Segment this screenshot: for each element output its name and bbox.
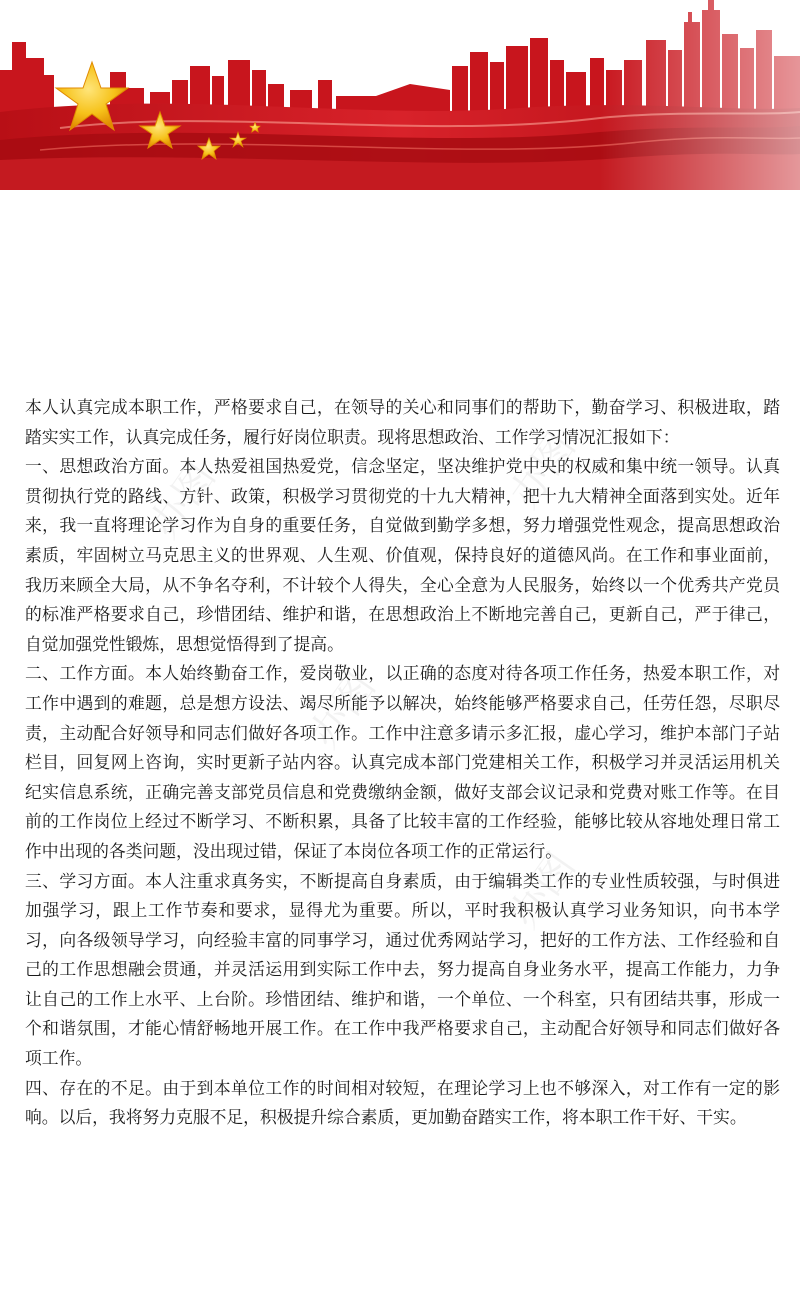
section-work: 二、工作方面。本人始终勤奋工作，爱岗敬业，以正确的态度对待各项工作任务，热爱本职工作，对工作中遇到的难题，总是想方设法、竭尽所能予以解决，始终能够严格要求自己，任劳任怨，尽职尽责，主动配合好领导和同志们做好各项工作。工作中注意多请示多汇报，虚心学习，维护本部门子站栏目，回复网上咨询，实时更新子站内容。认真完成本部门党建相关工作，积极学习并灵活运用机关纪实信息系统，正确完善支部党员信息和党费缴纳金额，做好支部会议记录和党费对账工作等。在目前的工作岗位上经过不断学习、不断积累，具备了比较丰富的工作经验，能够比较从容地处理日常工作中出现的各类问题，没出现过错，保证了本岗位各项工作的正常运行。 (25, 663, 780, 861)
section-study: 三、学习方面。本人注重求真务实，不断提高自身素质，由于编辑类工作的专业性质较强，与时俱进加强学习，跟上工作节奏和要求，显得尤为重要。所以，平时我积极认真学习业务知识，向书本学习，向各级领导学习，向经验丰富的同事学习，通过优秀网站学习，把好的工作方法、工作经验和自己的工作思想融会贯通，并灵活运用到实际工作中去，努力提高自身业务水平，提高工作能力，力争让自己的工作上水平、上台阶。珍惜团结、维护和谐，一个单位、一个科室，只有团结共事，形成一个和谐氛围，才能心情舒畅地开展工作。在工作中我严格要求自己，主动配合好领导和同志们做好各项工作。 (25, 870, 780, 1069)
intro-paragraph: 本人认真完成本职工作，严格要求自己，在领导的关心和同事们的帮助下，勤奋学习、积极进取，踏踏实实工作，认真完成任务，履行好岗位职责。现将思想政治、工作学习情况汇报如下： (25, 397, 780, 447)
watermark: 办图 (501, 844, 585, 937)
watermark: 办图 (501, 424, 585, 517)
section-shortcomings: 四、存在的不足。由于到本单位工作的时间相对较短，在理论学习上也不够深入，对工作有一定的影响。以后，我将努力克服不足，积极提升综合素质，更加勤奋踏实工作，将本职工作干好、干实。 (25, 1077, 780, 1128)
document-body (25, 393, 780, 1133)
watermark: 办图 (301, 664, 385, 757)
watermark: 办图 (141, 454, 225, 547)
section-political: 一、思想政治方面。本人热爱祖国热爱党，信念坚定，坚决维护党中央的权威和集中统一领导。认真贯彻执行党的路线、方针、政策，积极学习贯彻党的十九大精神，把十九大精神全面落到实处。近年来，我一直将理论学习作为自身的重要任务，自觉做到勤学多想，努力增强党性观念，提高思想政治素质，牢固树立马克思主义的世界观、人生观、价值观，保持良好的道德风尚。在工作和事业面前，我历来顾全大局，从不争名夺利，不计较个人得失，全心全意为人民服务，始终以一个优秀共产党员的标准严格要求自己，珍惜团结、维护和谐，在思想政治上不断地完善自己，更新自己，严于律己，自觉加强党性锻炼，思想觉悟得到了提高。 (25, 456, 780, 654)
header-banner (0, 0, 800, 190)
